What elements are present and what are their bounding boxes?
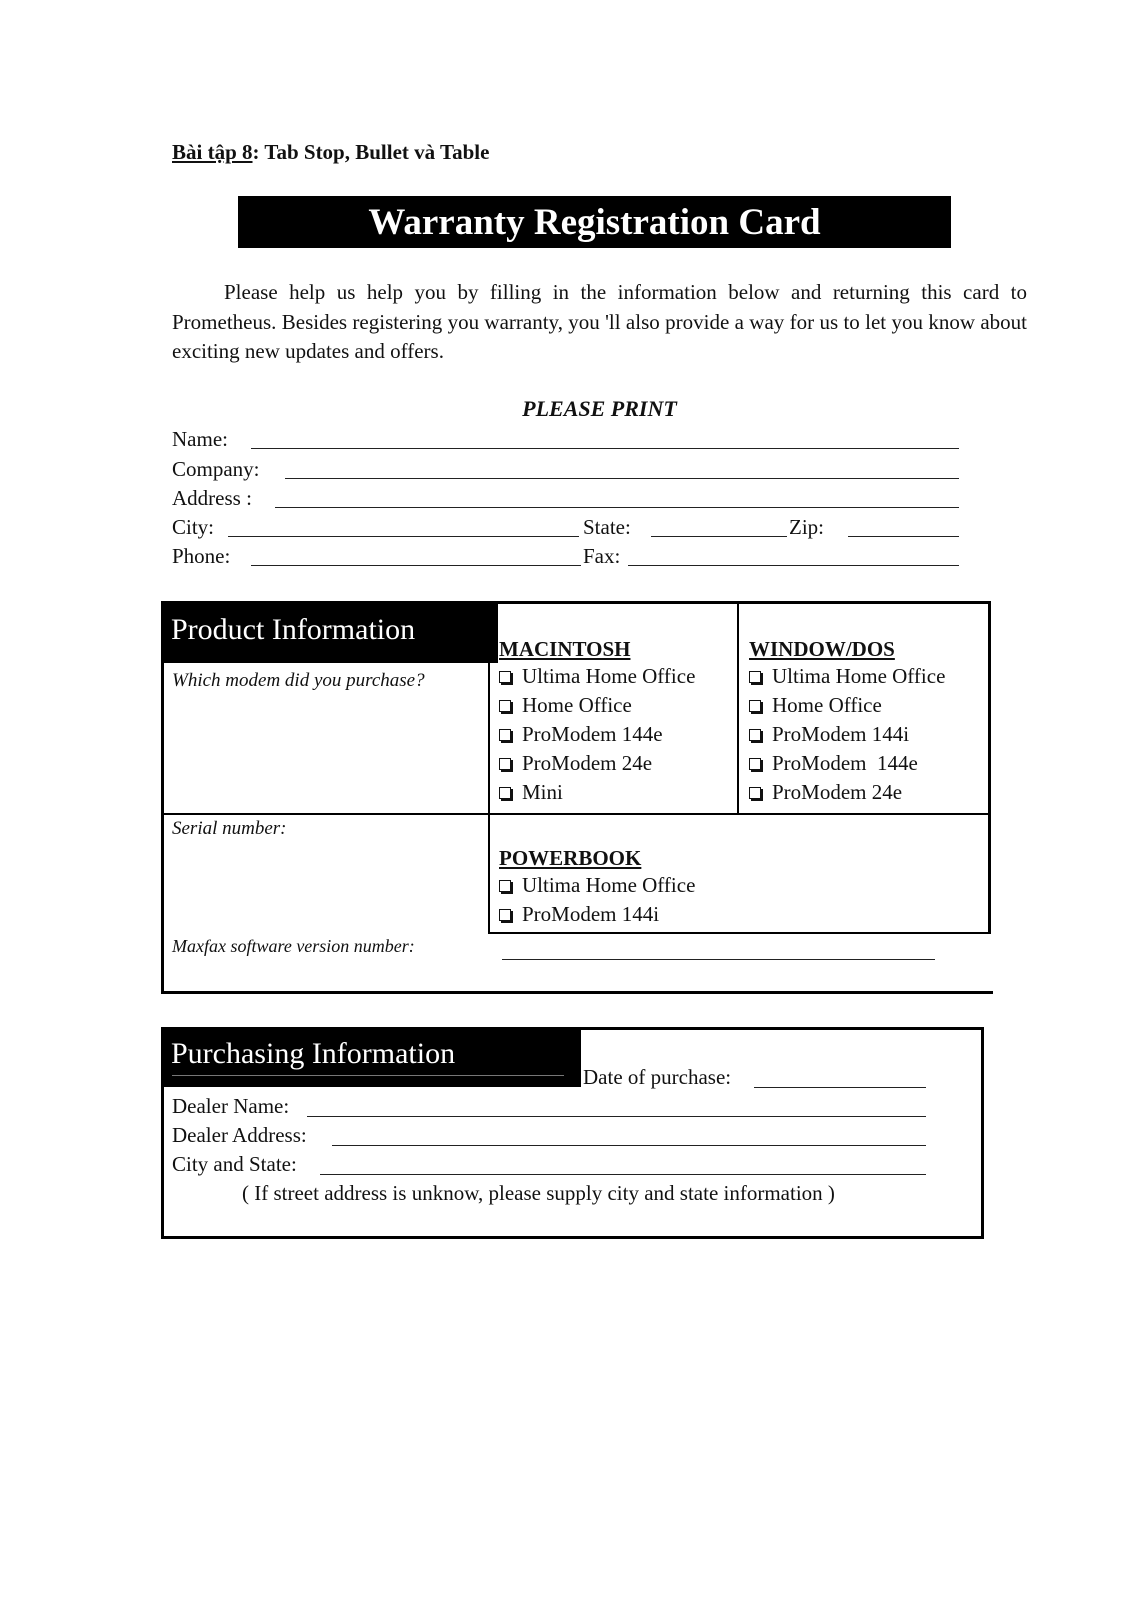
product-information-title: Product Information — [161, 601, 498, 663]
win-option[interactable]: ProModem 24e — [749, 778, 945, 807]
checkbox-icon[interactable] — [499, 787, 511, 799]
macintosh-column — [499, 637, 695, 807]
dealer-address-label: Dealer Address: — [172, 1123, 307, 1147]
company-label: Company: — [172, 457, 260, 481]
powerbook-option[interactable]: ProModem 144i — [499, 900, 695, 929]
checkbox-icon[interactable] — [749, 729, 761, 741]
mac-option[interactable]: Home Office — [499, 691, 695, 720]
serial-number-label: Serial number: — [172, 818, 287, 839]
modem-question: Which modem did you purchase? — [172, 670, 425, 691]
city-field[interactable] — [228, 536, 579, 537]
fax-label: Fax: — [583, 544, 621, 568]
card-title-banner: Warranty Registration Card — [238, 196, 951, 248]
exercise-title: : Tab Stop, Bullet và Table — [252, 140, 490, 164]
address-field[interactable] — [275, 507, 959, 508]
mac-option[interactable]: ProModem 144e — [499, 720, 695, 749]
intro-paragraph: Please help us help you by filling in the information below and returning this card to Prometheus. Besides registering you warranty, you 'll also provide a way for us to let you know about exciting new updates and offers. — [172, 280, 1027, 363]
powerbook-option[interactable]: Ultima Home Office — [499, 871, 695, 900]
city-state-label: City and State: — [172, 1152, 297, 1176]
address-label: Address : — [172, 486, 252, 510]
dealer-name-label: Dealer Name: — [172, 1094, 290, 1118]
zip-field[interactable] — [848, 536, 959, 537]
date-of-purchase-label: Date of purchase: — [583, 1065, 732, 1089]
maxfax-version-field[interactable] — [502, 959, 935, 960]
fax-field[interactable] — [628, 565, 959, 566]
name-field[interactable] — [251, 448, 959, 449]
zip-label: Zip: — [789, 515, 824, 539]
address-note: ( If street address is unknow, please supply city and state information ) — [242, 1181, 835, 1205]
win-option[interactable]: Ultima Home Office — [749, 662, 945, 691]
state-field[interactable] — [651, 536, 787, 537]
checkbox-icon[interactable] — [749, 787, 761, 799]
win-option[interactable]: ProModem 144e — [749, 749, 945, 778]
mac-option[interactable]: Mini — [499, 778, 695, 807]
maxfax-version-label: Maxfax software version number: — [172, 936, 415, 956]
macintosh-heading: MACINTOSH — [499, 637, 631, 661]
checkbox-icon[interactable] — [749, 700, 761, 712]
dealer-name-field[interactable] — [307, 1116, 926, 1117]
company-field[interactable] — [285, 478, 959, 479]
win-option[interactable]: ProModem 144i — [749, 720, 945, 749]
win-option[interactable]: Home Office — [749, 691, 945, 720]
dealer-address-field[interactable] — [332, 1145, 926, 1146]
name-label: Name: — [172, 427, 228, 451]
state-label: State: — [583, 515, 631, 539]
mac-option[interactable]: ProModem 24e — [499, 749, 695, 778]
please-print-label: PLEASE PRINT — [522, 396, 677, 421]
checkbox-icon[interactable] — [499, 671, 511, 683]
checkbox-icon[interactable] — [499, 758, 511, 770]
checkbox-icon[interactable] — [499, 909, 511, 921]
powerbook-column — [499, 846, 695, 929]
checkbox-icon[interactable] — [499, 700, 511, 712]
phone-label: Phone: — [172, 544, 231, 568]
city-state-field[interactable] — [320, 1174, 926, 1175]
phone-field[interactable] — [251, 565, 581, 566]
city-label: City: — [172, 515, 215, 539]
mac-option[interactable]: Ultima Home Office — [499, 662, 695, 691]
checkbox-icon[interactable] — [749, 671, 761, 683]
window-dos-heading: WINDOW/DOS — [749, 637, 895, 661]
purchasing-information-title: Purchasing Information — [161, 1027, 581, 1087]
window-dos-column — [749, 637, 945, 807]
exercise-heading — [172, 140, 489, 165]
exercise-label: Bài tập 8 — [172, 140, 253, 164]
date-of-purchase-field[interactable] — [754, 1087, 926, 1088]
checkbox-icon[interactable] — [499, 880, 511, 892]
checkbox-icon[interactable] — [749, 758, 761, 770]
powerbook-heading: POWERBOOK — [499, 846, 642, 870]
checkbox-icon[interactable] — [499, 729, 511, 741]
